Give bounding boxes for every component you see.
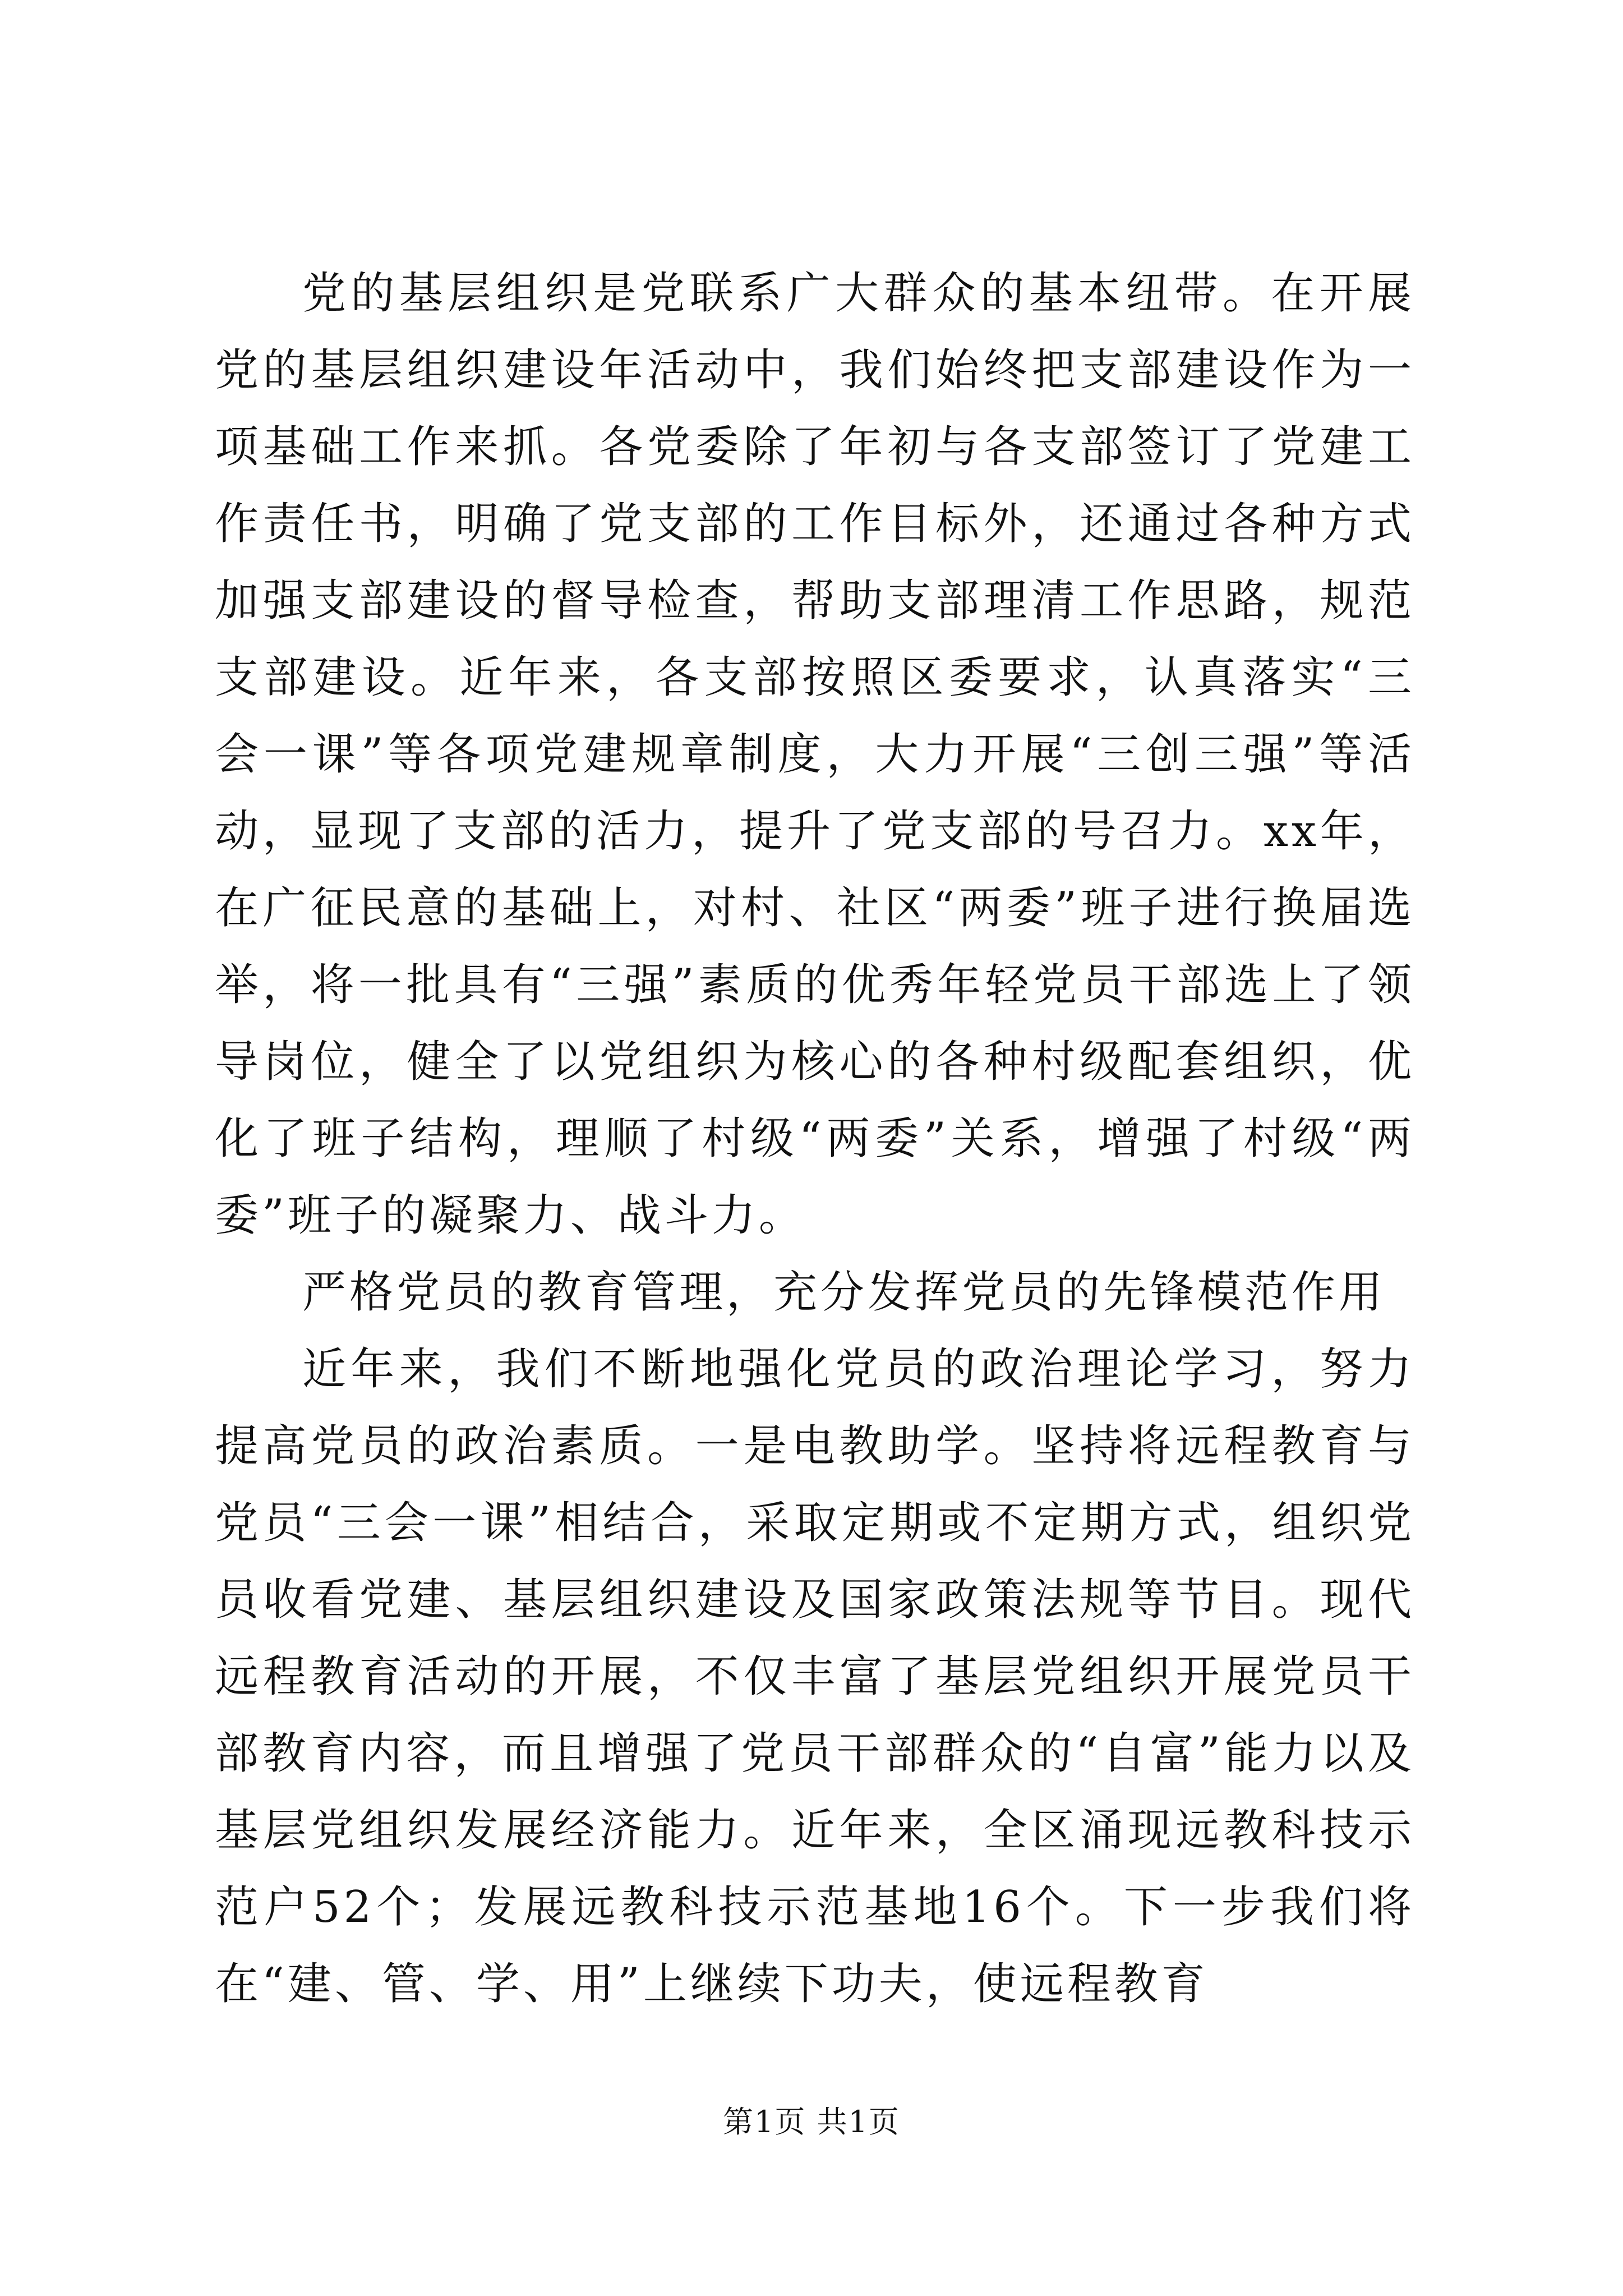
page-footer: 第1页 共1页 xyxy=(723,2104,900,2139)
paragraph-organization-building: 党的基层组织是党联系广大群众的基本纽带。在开展党的基层组织建设年活动中，我们始终把支部建设作为一项基础工作来抓。各党委除了年初与各支部签订了党建工作责任书，明确了党支部的工作目标外，还通过各种方式加强支部建设的督导检查，帮助支部理清工作思路，规范支部建设。近年来，各支部按照区委要求，认真落实“三会一课”等各项党建规章制度，大力开展“三创三强”等活动，显现了支部的活力，提升了党支部的号召力。xx年，在广征民意的基础上，对村、社区“两委”班子进行换届选举，将一批具有“三强”素质的优秀年轻党员干部选上了领导岗位，健全了以党组织为核心的各种村级配套组织，优化了班子结构，理顺了村级“两委”关系，增强了村级“两委”班子的凝聚力、战斗力。 xyxy=(215,268,1415,1241)
document-body xyxy=(215,255,1415,2023)
section-heading-party-member-education: 严格党员的教育管理，充分发挥党员的先锋模范作用 xyxy=(302,1267,1386,1318)
paragraph-political-study: 近年来，我们不断地强化党员的政治理论学习，努力提高党员的政治素质。一是电教助学。坚持将远程教育与党员“三会一课”相结合，采取定期或不定期方式，组织党员收看党建、基层组织建设及国家政策法规等节目。现代远程教育活动的开展，不仅丰富了基层党组织开展党员干部教育内容，而且增强了党员干部群众的“自富”能力以及基层党组织发展经济能力。近年来，全区涌现远教科技示范户52个；发展远教科技示范基地16个。下一步我们将在“建、管、学、用”上继续下功夫，使远程教育 xyxy=(215,1344,1415,2009)
